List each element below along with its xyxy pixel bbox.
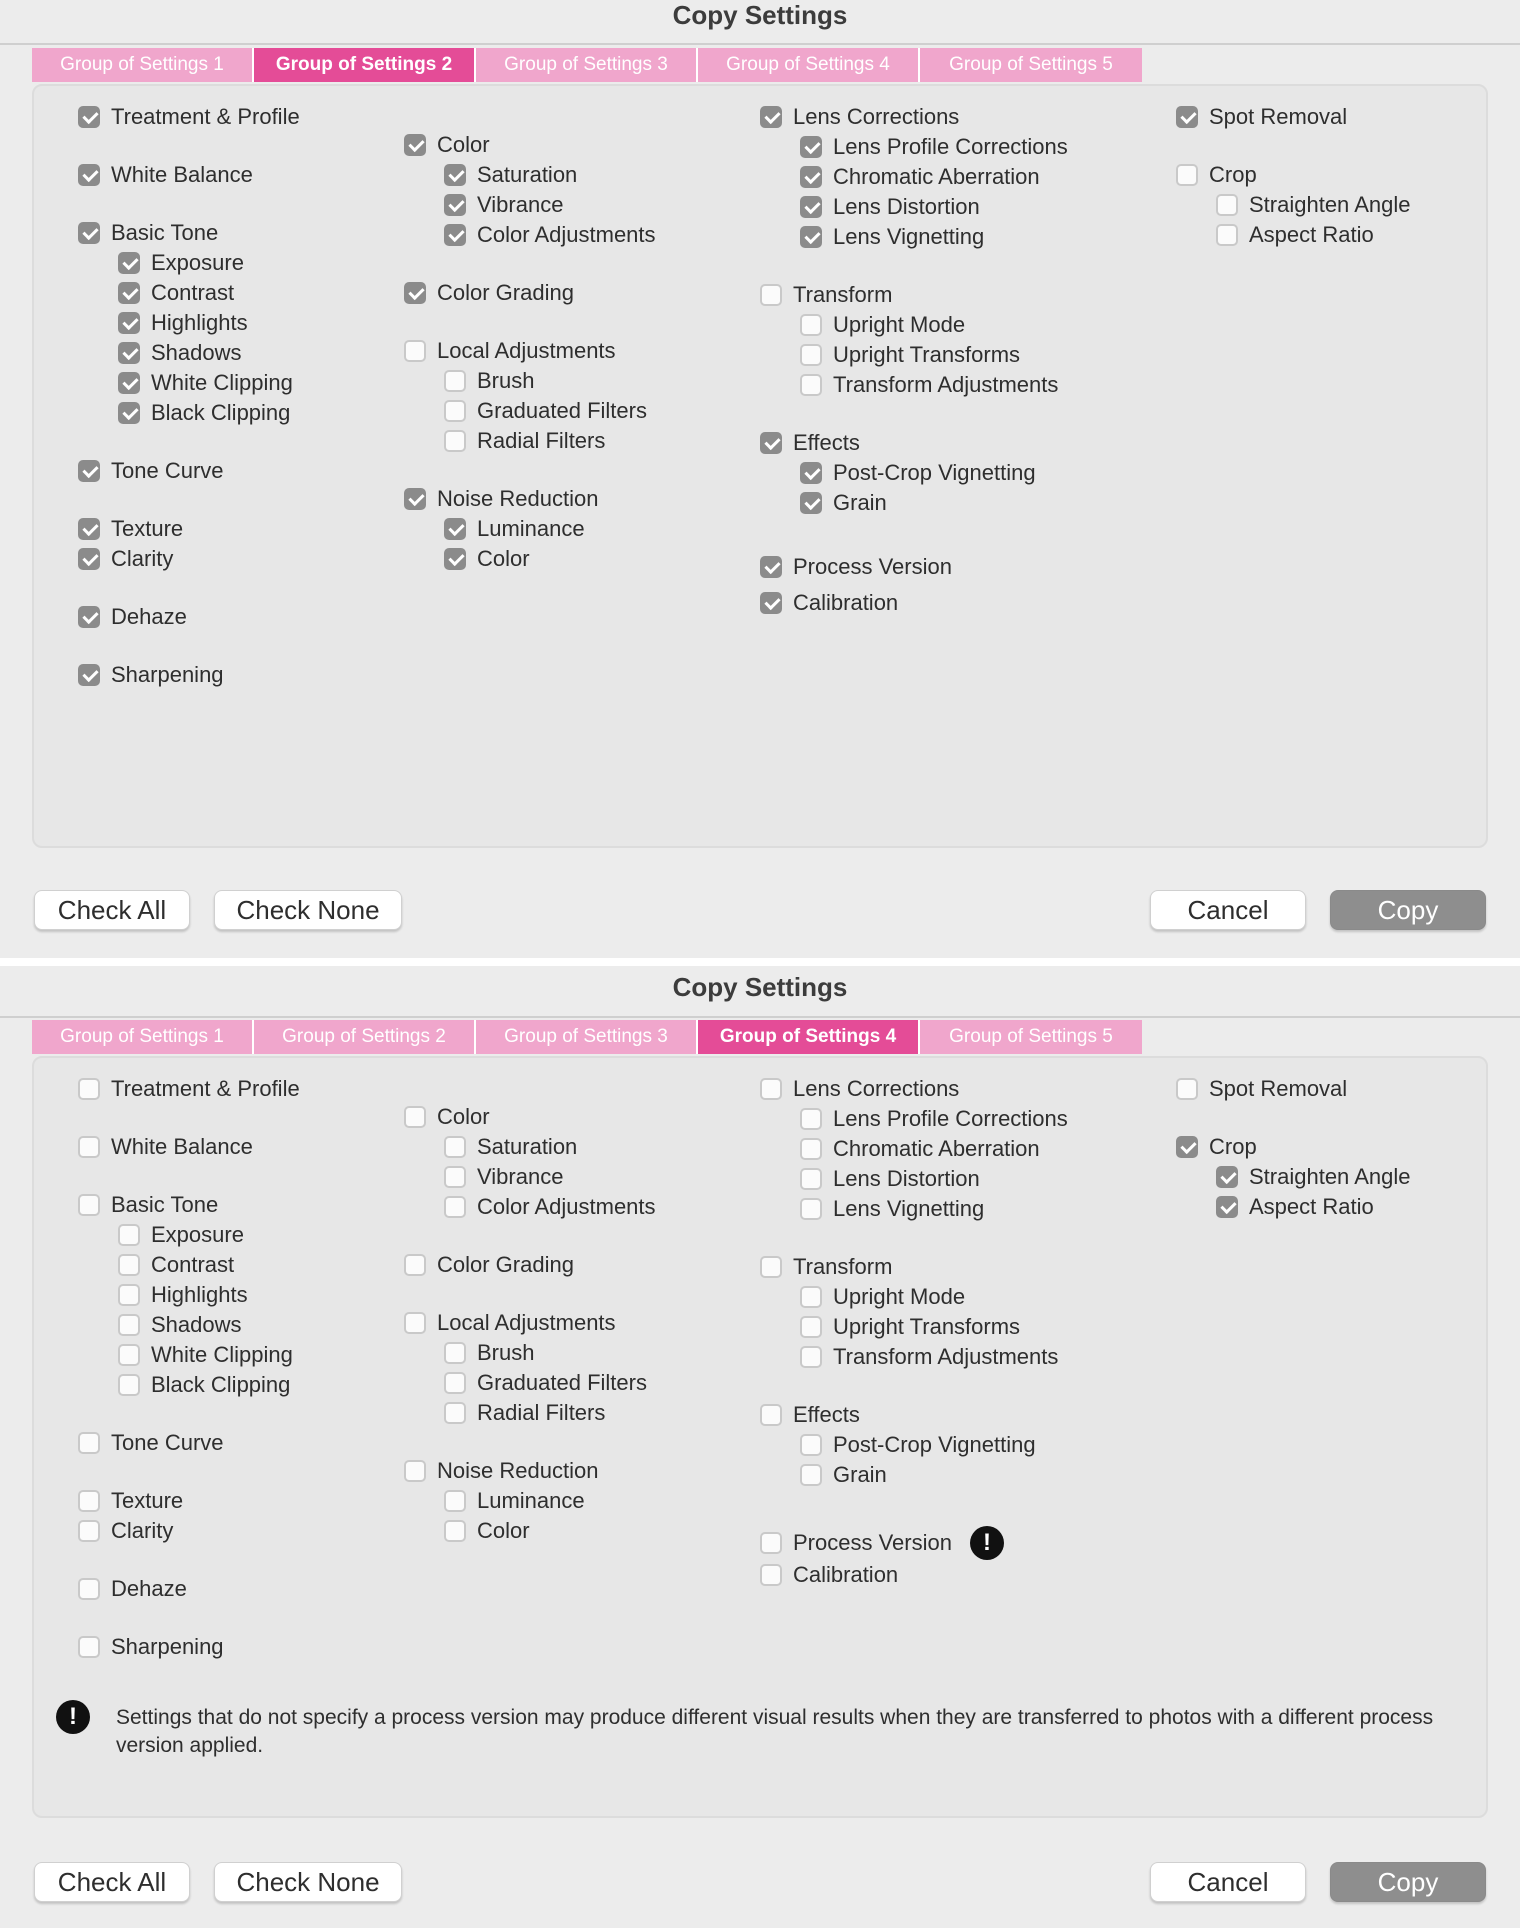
tab-group-4[interactable]: Group of Settings 4 — [698, 48, 920, 82]
check-none-button[interactable]: Check None — [214, 890, 402, 930]
checkbox-box — [444, 164, 466, 186]
checkbox-sharpening[interactable] — [78, 1634, 224, 1660]
checkbox-box — [760, 1532, 782, 1554]
checkbox-upright-transforms[interactable] — [800, 1314, 1020, 1340]
checkbox-label: Post-Crop Vignetting — [833, 1432, 1036, 1457]
checkbox-label: Vibrance — [477, 1164, 564, 1189]
checkbox-box — [444, 430, 466, 452]
checkbox-clarity[interactable] — [78, 1518, 173, 1544]
checkbox-label: Effects — [793, 1402, 860, 1427]
checkbox-box — [444, 1196, 466, 1218]
checkbox-label: Black Clipping — [151, 1372, 291, 1397]
checkbox-graduated-filters[interactable] — [444, 1370, 647, 1396]
checkbox-label: Tone Curve — [111, 458, 224, 483]
checkbox-box — [404, 1106, 426, 1128]
checkbox-noise-color[interactable] — [444, 546, 530, 572]
checkbox-label: Lens Profile Corrections — [833, 1106, 1068, 1131]
checkbox-lens-corrections[interactable] — [760, 1076, 959, 1102]
checkbox-post-crop-vignetting[interactable] — [800, 460, 1036, 486]
checkbox-label: Sharpening — [111, 1634, 224, 1659]
warning-icon: ! — [970, 1526, 1004, 1560]
checkbox-white-clipping[interactable] — [118, 1342, 293, 1368]
checkbox-box — [404, 134, 426, 156]
checkbox-label: Local Adjustments — [437, 1310, 616, 1335]
checkbox-box — [800, 1286, 822, 1308]
checkbox-label: Spot Removal — [1209, 1076, 1348, 1101]
checkbox-label: Lens Corrections — [793, 104, 960, 129]
checkbox-box — [78, 1636, 100, 1658]
checkbox-label: White Clipping — [151, 370, 293, 395]
checkbox-box — [444, 370, 466, 392]
checkbox-box — [800, 1108, 822, 1130]
checkbox-box — [760, 1404, 782, 1426]
checkbox-label: Transform Adjustments — [833, 372, 1059, 397]
checkbox-label: Lens Distortion — [833, 194, 980, 219]
checkbox-upright-mode[interactable] — [800, 1284, 965, 1310]
checkbox-box — [800, 344, 822, 366]
checkbox-box — [444, 548, 466, 570]
checkbox-label: Process Version — [793, 1530, 952, 1555]
checkbox-label: Highlights — [151, 1282, 248, 1307]
checkbox-label: Grain — [833, 1462, 887, 1487]
tab-group-1[interactable]: Group of Settings 1 — [32, 1020, 254, 1054]
checkbox-contrast[interactable] — [118, 280, 234, 306]
checkbox-label: Transform Adjustments — [833, 1344, 1059, 1369]
checkbox-white-clipping[interactable] — [118, 370, 293, 396]
checkbox-label: Radial Filters — [477, 1400, 606, 1425]
checkbox-brush[interactable] — [444, 1340, 534, 1366]
checkbox-label: Post-Crop Vignetting — [833, 460, 1036, 485]
checkbox-straighten-angle[interactable] — [1216, 1164, 1410, 1190]
checkbox-label: Luminance — [477, 516, 585, 541]
checkbox-box — [78, 664, 100, 686]
checkbox-label: Color Adjustments — [477, 1194, 656, 1219]
tab-group-5[interactable]: Group of Settings 5 — [920, 1020, 1142, 1054]
checkbox-box — [118, 282, 140, 304]
checkbox-local-adjustments[interactable] — [404, 338, 616, 364]
checkbox-label: Texture — [111, 1488, 184, 1513]
checkbox-box — [800, 314, 822, 336]
tab-group-2[interactable]: Group of Settings 2 — [254, 48, 476, 82]
checkbox-label: Vibrance — [477, 192, 564, 217]
checkbox-box — [118, 312, 140, 334]
checkbox-dehaze[interactable] — [78, 1576, 187, 1602]
checkbox-box — [444, 400, 466, 422]
checkbox-color-grading[interactable] — [404, 280, 574, 306]
checkbox-label: Dehaze — [111, 1576, 187, 1601]
checkbox-local-adjustments[interactable] — [404, 1310, 616, 1336]
copy-button[interactable]: Copy — [1330, 1862, 1486, 1902]
checkbox-box — [118, 1344, 140, 1366]
checkbox-box — [118, 1374, 140, 1396]
checkbox-box — [78, 1490, 100, 1512]
checkbox-treatment-profile[interactable] — [78, 104, 300, 130]
checkbox-label: Color — [437, 132, 490, 157]
checkbox-box — [118, 402, 140, 424]
checkbox-graduated-filters[interactable] — [444, 398, 647, 424]
checkbox-label: Crop — [1209, 162, 1257, 187]
checkbox-box — [760, 556, 782, 578]
copy-button[interactable]: Copy — [1330, 890, 1486, 930]
checkbox-box — [118, 1314, 140, 1336]
checkbox-box — [800, 1464, 822, 1486]
checkbox-noise-reduction[interactable] — [404, 1458, 598, 1484]
settings-panel — [32, 1056, 1488, 1818]
checkbox-label: Chromatic Aberration — [833, 1136, 1040, 1161]
checkbox-transform-adjustments[interactable] — [800, 1344, 1058, 1370]
checkbox-label: Effects — [793, 430, 860, 455]
checkbox-label: Lens Vignetting — [833, 224, 985, 249]
checkbox-vibrance[interactable] — [444, 1164, 563, 1190]
checkbox-label: Exposure — [151, 1222, 244, 1247]
checkbox-box — [800, 492, 822, 514]
title-divider — [0, 43, 1520, 45]
checkbox-box — [760, 284, 782, 306]
checkbox-straighten-angle[interactable] — [1216, 192, 1410, 218]
checkbox-box — [800, 1346, 822, 1368]
checkbox-upright-mode[interactable] — [800, 312, 965, 338]
checkbox-luminance[interactable] — [444, 516, 585, 542]
checkbox-lens-vignetting[interactable] — [800, 224, 984, 250]
checkbox-box — [78, 222, 100, 244]
checkbox-box — [118, 372, 140, 394]
checkbox-white-balance[interactable] — [78, 162, 253, 188]
checkbox-box — [800, 1138, 822, 1160]
checkbox-radial-filters[interactable] — [444, 428, 605, 454]
checkbox-box — [444, 224, 466, 246]
checkbox-label: Crop — [1209, 1134, 1257, 1159]
checkbox-box — [78, 164, 100, 186]
checkbox-box — [760, 1256, 782, 1278]
checkbox-shadows[interactable] — [118, 1312, 242, 1338]
checkbox-label: Graduated Filters — [477, 398, 647, 423]
checkbox-basic-tone[interactable] — [78, 1192, 218, 1218]
checkbox-lens-distortion[interactable] — [800, 1166, 980, 1192]
copy-settings-dialog-1 — [0, 0, 1520, 958]
checkbox-box — [800, 1316, 822, 1338]
checkbox-box — [78, 460, 100, 482]
checkbox-label: White Balance — [111, 162, 253, 187]
checkbox-label: Basic Tone — [111, 1192, 219, 1217]
checkbox-label: Radial Filters — [477, 428, 606, 453]
checkbox-label: Lens Distortion — [833, 1166, 980, 1191]
tab-group-1[interactable]: Group of Settings 1 — [32, 48, 254, 82]
checkbox-basic-tone[interactable] — [78, 220, 218, 246]
checkbox-chromatic-aberration[interactable] — [800, 164, 1040, 190]
checkbox-label: Contrast — [151, 280, 235, 305]
checkbox-box — [800, 166, 822, 188]
checkbox-box — [444, 1342, 466, 1364]
checkbox-label: Graduated Filters — [477, 1370, 647, 1395]
checkbox-box — [404, 282, 426, 304]
checkbox-label: Transform — [793, 1254, 893, 1279]
checkbox-sharpening[interactable] — [78, 662, 224, 688]
checkbox-tone-curve[interactable] — [78, 458, 224, 484]
checkbox-black-clipping[interactable] — [118, 1372, 290, 1398]
checkbox-box — [800, 374, 822, 396]
checkbox-label: Process Version — [793, 554, 952, 579]
checkbox-box — [444, 1136, 466, 1158]
checkbox-box — [1176, 1078, 1198, 1100]
checkbox-box — [444, 1402, 466, 1424]
checkbox-texture[interactable] — [78, 1488, 183, 1514]
checkbox-label: Grain — [833, 490, 887, 515]
checkbox-label: Upright Mode — [833, 312, 966, 337]
checkbox-label: Straighten Angle — [1249, 192, 1411, 217]
checkbox-label: Basic Tone — [111, 220, 219, 245]
checkbox-box — [1216, 224, 1238, 246]
checkbox-effects[interactable] — [760, 1402, 860, 1428]
checkbox-color[interactable] — [404, 1104, 490, 1130]
checkbox-shadows[interactable] — [118, 340, 242, 366]
checkbox-label: Lens Profile Corrections — [833, 134, 1068, 159]
checkbox-label: Calibration — [793, 1562, 899, 1587]
checkbox-box — [444, 1372, 466, 1394]
checkbox-label: Texture — [111, 516, 184, 541]
checkbox-dehaze[interactable] — [78, 604, 187, 630]
checkbox-brush[interactable] — [444, 368, 534, 394]
checkbox-box — [444, 1166, 466, 1188]
checkbox-label: Treatment & Profile — [111, 104, 300, 129]
checkbox-box — [78, 1078, 100, 1100]
checkbox-label: Tone Curve — [111, 1430, 224, 1455]
check-all-button[interactable]: Check All — [34, 1862, 190, 1902]
checkbox-process-version[interactable] — [760, 1526, 1004, 1560]
checkbox-label: Color Grading — [437, 1252, 574, 1277]
checkbox-box — [800, 226, 822, 248]
checkbox-label: Lens Corrections — [793, 1076, 960, 1101]
checkbox-box — [404, 1460, 426, 1482]
checkbox-upright-transforms[interactable] — [800, 342, 1020, 368]
checkbox-label: Black Clipping — [151, 400, 291, 425]
checkbox-box — [78, 606, 100, 628]
checkbox-box — [800, 1168, 822, 1190]
checkbox-box — [444, 518, 466, 540]
checkbox-box — [78, 106, 100, 128]
checkbox-label: Saturation — [477, 1134, 578, 1159]
checkbox-label: Shadows — [151, 340, 242, 365]
copy-settings-dialog-2 — [0, 966, 1520, 1928]
checkbox-radial-filters[interactable] — [444, 1400, 605, 1426]
tab-group-2[interactable]: Group of Settings 2 — [254, 1020, 476, 1054]
checkbox-transform[interactable] — [760, 1254, 892, 1280]
checkbox-label: Clarity — [111, 546, 174, 571]
checkbox-label: Color — [477, 1518, 530, 1543]
checkbox-saturation[interactable] — [444, 1134, 577, 1160]
checkbox-noise-reduction[interactable] — [404, 486, 598, 512]
checkbox-exposure[interactable] — [118, 250, 244, 276]
checkbox-chromatic-aberration[interactable] — [800, 1136, 1040, 1162]
checkbox-contrast[interactable] — [118, 1252, 234, 1278]
checkbox-box — [800, 1198, 822, 1220]
checkbox-box — [118, 252, 140, 274]
checkbox-spot-removal[interactable] — [1176, 104, 1347, 130]
checkbox-calibration[interactable] — [760, 590, 898, 616]
checkbox-box — [760, 592, 782, 614]
checkbox-label: Aspect Ratio — [1249, 1194, 1374, 1219]
checkbox-highlights[interactable] — [118, 1282, 248, 1308]
process-version-warning — [56, 1704, 1456, 1760]
checkbox-label: White Balance — [111, 1134, 253, 1159]
checkbox-label: Upright Mode — [833, 1284, 966, 1309]
checkbox-label: Clarity — [111, 1518, 174, 1543]
dialog-title: Copy Settings — [672, 0, 848, 30]
checkbox-lens-corrections[interactable] — [760, 104, 959, 130]
checkbox-label: Color — [437, 1104, 490, 1129]
tab-group-4[interactable]: Group of Settings 4 — [698, 1020, 920, 1054]
checkbox-vibrance[interactable] — [444, 192, 563, 218]
checkbox-box — [1216, 1166, 1238, 1188]
checkbox-texture[interactable] — [78, 516, 183, 542]
checkbox-label: Transform — [793, 282, 893, 307]
checkbox-highlights[interactable] — [118, 310, 248, 336]
checkbox-label: Noise Reduction — [437, 1458, 599, 1483]
checkbox-label: Upright Transforms — [833, 342, 1021, 367]
checkbox-color-adjustments[interactable] — [444, 1194, 656, 1220]
checkbox-black-clipping[interactable] — [118, 400, 290, 426]
checkbox-label: Color Adjustments — [477, 222, 656, 247]
checkbox-box — [78, 1520, 100, 1542]
checkbox-box — [1216, 194, 1238, 216]
checkbox-aspect-ratio[interactable] — [1216, 222, 1374, 248]
checkbox-grain[interactable] — [800, 490, 887, 516]
checkbox-color-grading[interactable] — [404, 1252, 574, 1278]
checkbox-label: Color Grading — [437, 280, 574, 305]
checkbox-box — [78, 1194, 100, 1216]
checkbox-label: Brush — [477, 1340, 535, 1365]
checkbox-box — [1216, 1196, 1238, 1218]
checkbox-box — [118, 1284, 140, 1306]
checkbox-lens-profile-corrections[interactable] — [800, 1106, 1068, 1132]
checkbox-label: Lens Vignetting — [833, 1196, 985, 1221]
checkbox-tone-curve[interactable] — [78, 1430, 224, 1456]
cancel-button[interactable]: Cancel — [1150, 890, 1306, 930]
checkbox-post-crop-vignetting[interactable] — [800, 1432, 1036, 1458]
checkbox-box — [404, 1312, 426, 1334]
checkbox-lens-vignetting[interactable] — [800, 1196, 984, 1222]
checkbox-box — [78, 1432, 100, 1454]
check-none-button[interactable]: Check None — [214, 1862, 402, 1902]
checkbox-box — [444, 1490, 466, 1512]
checkbox-lens-distortion[interactable] — [800, 194, 980, 220]
checkbox-treatment-profile[interactable] — [78, 1076, 300, 1102]
checkbox-box — [760, 1564, 782, 1586]
checkbox-label: Brush — [477, 368, 535, 393]
checkbox-exposure[interactable] — [118, 1222, 244, 1248]
checkbox-label: Highlights — [151, 310, 248, 335]
checkbox-label: Shadows — [151, 1312, 242, 1337]
checkbox-label: Local Adjustments — [437, 338, 616, 363]
checkbox-label: Upright Transforms — [833, 1314, 1021, 1339]
checkbox-label: Dehaze — [111, 604, 187, 629]
checkbox-box — [444, 1520, 466, 1542]
checkbox-label: Sharpening — [111, 662, 224, 687]
checkbox-label: Luminance — [477, 1488, 585, 1513]
checkbox-box — [404, 1254, 426, 1276]
checkbox-color-adjustments[interactable] — [444, 222, 656, 248]
checkbox-box — [444, 194, 466, 216]
checkbox-label: Calibration — [793, 590, 899, 615]
checkbox-box — [118, 342, 140, 364]
checkbox-box — [800, 462, 822, 484]
checkbox-clarity[interactable] — [78, 546, 173, 572]
checkbox-label: Spot Removal — [1209, 104, 1348, 129]
checkbox-label: Contrast — [151, 1252, 235, 1277]
checkbox-label: Aspect Ratio — [1249, 222, 1374, 247]
checkbox-grain[interactable] — [800, 1462, 887, 1488]
check-all-button[interactable]: Check All — [34, 890, 190, 930]
cancel-button[interactable]: Cancel — [1150, 1862, 1306, 1902]
checkbox-label: Straighten Angle — [1249, 1164, 1411, 1189]
checkbox-box — [118, 1254, 140, 1276]
checkbox-box — [1176, 1136, 1198, 1158]
checkbox-aspect-ratio[interactable] — [1216, 1194, 1374, 1220]
checkbox-box — [118, 1224, 140, 1246]
checkbox-luminance[interactable] — [444, 1488, 585, 1514]
checkbox-saturation[interactable] — [444, 162, 577, 188]
warning-text: Settings that do not specify a process version may produce different visual results when they are transferred to photos with a different process version applied. — [116, 1706, 1434, 1757]
checkbox-white-balance[interactable] — [78, 1134, 253, 1160]
dialog-title: Copy Settings — [672, 972, 848, 1002]
checkbox-label: Exposure — [151, 250, 244, 275]
checkbox-process-version[interactable] — [760, 554, 952, 580]
checkbox-calibration[interactable] — [760, 1562, 898, 1588]
tab-group-3[interactable]: Group of Settings 3 — [476, 48, 698, 82]
warning-icon: ! — [56, 1700, 90, 1734]
checkbox-label: White Clipping — [151, 1342, 293, 1367]
title-divider — [0, 1016, 1520, 1018]
checkbox-label: Chromatic Aberration — [833, 164, 1040, 189]
checkbox-box — [800, 1434, 822, 1456]
checkbox-effects[interactable] — [760, 430, 860, 456]
checkbox-box — [800, 196, 822, 218]
checkbox-box — [78, 1578, 100, 1600]
checkbox-box — [760, 106, 782, 128]
checkbox-box — [78, 518, 100, 540]
checkbox-box — [800, 136, 822, 158]
checkbox-label: Color — [477, 546, 530, 571]
checkbox-label: Treatment & Profile — [111, 1076, 300, 1101]
checkbox-box — [78, 548, 100, 570]
checkbox-color[interactable] — [404, 132, 490, 158]
settings-panel — [32, 84, 1488, 848]
checkbox-crop[interactable] — [1176, 162, 1257, 188]
checkbox-box — [404, 340, 426, 362]
checkbox-lens-profile-corrections[interactable] — [800, 134, 1068, 160]
settings-group-tabs — [32, 48, 1142, 82]
checkbox-label: Noise Reduction — [437, 486, 599, 511]
checkbox-box — [78, 1136, 100, 1158]
checkbox-box — [760, 432, 782, 454]
tab-group-5[interactable]: Group of Settings 5 — [920, 48, 1142, 82]
checkbox-noise-color[interactable] — [444, 1518, 530, 1544]
checkbox-transform[interactable] — [760, 282, 892, 308]
checkbox-box — [1176, 164, 1198, 186]
checkbox-box — [404, 488, 426, 510]
checkbox-box — [760, 1078, 782, 1100]
checkbox-label: Saturation — [477, 162, 578, 187]
checkbox-spot-removal[interactable] — [1176, 1076, 1347, 1102]
tab-group-3[interactable]: Group of Settings 3 — [476, 1020, 698, 1054]
checkbox-transform-adjustments[interactable] — [800, 372, 1058, 398]
checkbox-crop[interactable] — [1176, 1134, 1257, 1160]
checkbox-box — [1176, 106, 1198, 128]
settings-group-tabs — [32, 1020, 1142, 1054]
